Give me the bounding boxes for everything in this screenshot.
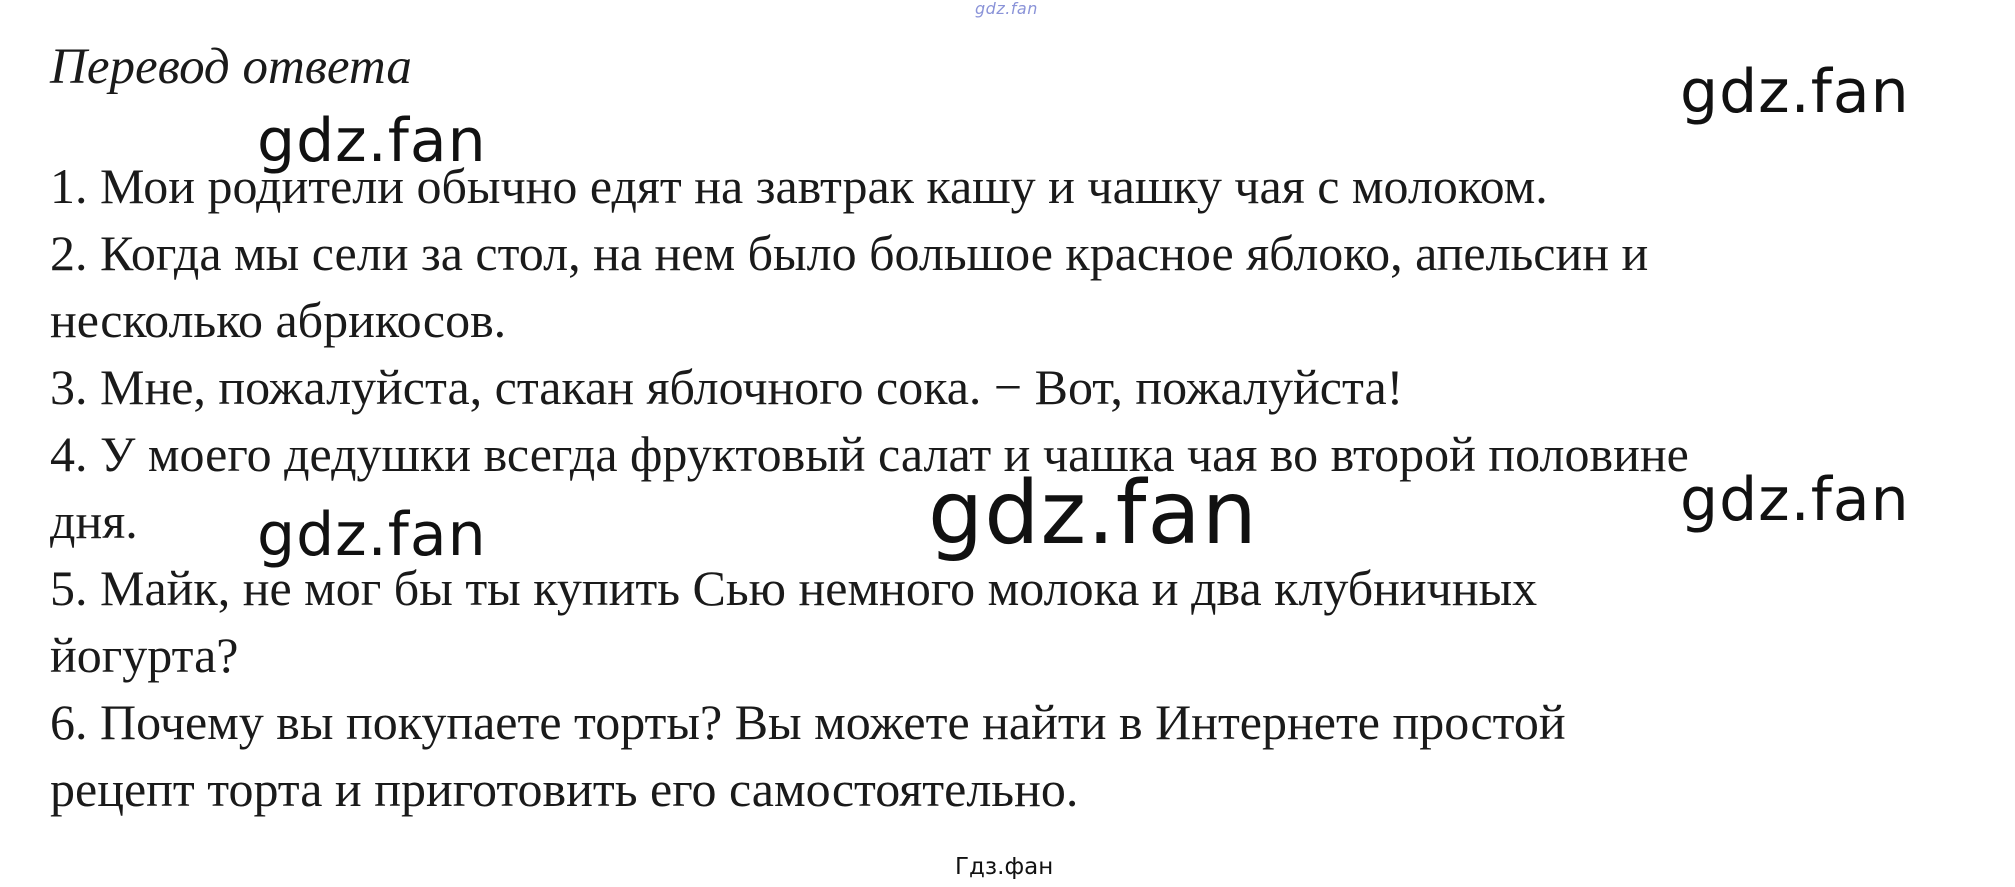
answer-5-line-1: 5. Майк, не мог бы ты купить Сью немного молока и два клубничных: [50, 560, 1538, 616]
answer-1-line-1: 1. Мои родители обычно едят на завтрак кашу и чашку чая с молоком.: [50, 158, 1548, 214]
footer-watermark: Гдз.фан: [955, 854, 1054, 880]
answer-4-line-1: 4. У моего дедушки всегда фруктовый салат и чашка чая во второй половине: [50, 426, 1689, 482]
watermark: gdz.fan: [1680, 57, 1910, 127]
top-watermark: gdz.fan: [975, 0, 1038, 18]
answer-4-line-2: дня.: [50, 493, 138, 549]
watermark: gdz.fan: [1680, 465, 1910, 535]
watermark: gdz.fan: [257, 106, 487, 176]
answer-2-line-1: 2. Когда мы сели за стол, на нем было большое красное яблоко, апельсин и: [50, 225, 1649, 281]
watermark: gdz.fan: [928, 462, 1258, 564]
page-title: Перевод ответа: [50, 39, 412, 95]
answer-3-line-1: 3. Мне, пожалуйста, стакан яблочного сока. − Вот, пожалуйста!: [50, 359, 1404, 415]
answer-2-line-2: несколько абрикосов.: [50, 292, 507, 348]
answer-6-line-1: 6. Почему вы покупаете торты? Вы можете найти в Интернете простой: [50, 694, 1566, 750]
answer-5-line-2: йогурта?: [50, 627, 239, 683]
watermark: gdz.fan: [257, 500, 487, 570]
answer-6-line-2: рецепт торта и приготовить его самостоятельно.: [50, 761, 1079, 817]
